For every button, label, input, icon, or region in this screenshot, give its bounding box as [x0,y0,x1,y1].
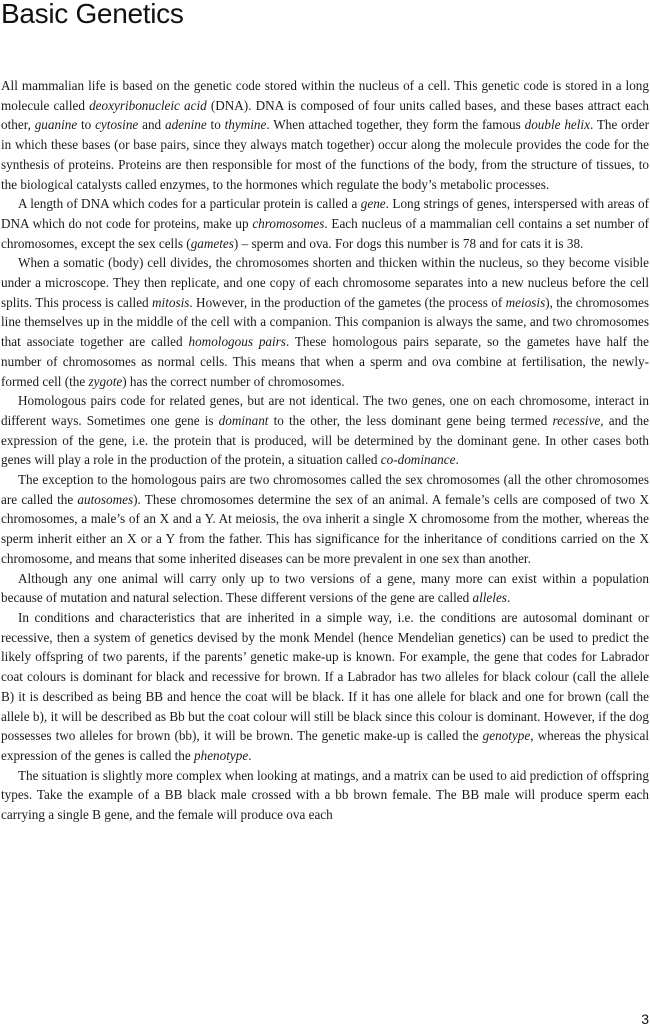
text-run: (DNA). DNA is composed of four units called bases, and these bases attract each other, [1,97,649,133]
text-run: to the other, the less dominant gene being termed [268,412,553,428]
italic-term: mitosis [152,294,190,310]
paragraph [1,766,649,825]
text-run: and [138,117,165,133]
italic-term: deoxyribonucleic acid [89,97,207,113]
text-run: . These homologous pairs separate, so the gametes have half the number of chromosomes as normal cells. This means that when a sperm and ova combine at fertilisation, the newly-formed cell (the [1,334,650,389]
italic-term: phenotype [194,747,249,763]
paragraph [1,194,649,253]
text-run: to [77,117,96,133]
text-run: , whereas the physical expression of the genes is called the [1,728,649,763]
text-run: ). These chromosomes determine the sex of an animal. A female’s cells are composed of two X chromosomes, a male’s of an X and a Y. At meiosis, the ova inherit a single X chromosome from the mother, whereas the sperm inherit either an X or a Y from the father. This has significance for the inheritance of conditions carried on the X chromosome, and means that some inherited diseases can be more prevalent in one sex than another. [1,491,649,566]
text-run: . [455,452,459,468]
paragraph [1,470,649,569]
italic-term: homologous pairs [188,334,286,350]
text-run: . [248,747,252,763]
page-number: 3 [641,1011,649,1027]
italic-term: cytosine [95,117,139,133]
text-run: . However, in the production of the gametes (the process of [189,294,506,310]
italic-term: zygote [88,373,123,389]
italic-term: alleles [472,590,507,606]
text-run: . [506,590,511,606]
text-run: The exception to the homologous pairs are two chromosomes called the sex chromosomes (all the other chromosomes are called the [1,472,649,507]
italic-term: co-dominance [380,452,456,468]
italic-term: chromosomes [252,215,325,231]
text-run: ) has the correct number of chromosomes. [122,373,345,389]
text-run: . When attached together, they form the famous [266,117,525,133]
paragraph [1,608,649,766]
text-run: . The order in which these bases (or base pairs, since they always match together) occur along the molecule provides the code for the synthesis of proteins. Proteins are then responsible for most of the functions of the body, from the structure of tissues, to the biological catalysts called enzymes, to the hormones which regulate the body’s metabolic processes. [1,117,649,192]
italic-term: autosomes [77,491,134,507]
text-run: Homologous pairs code for related genes, but are not identical. The two genes, one on each chromosome, interact in different ways. Sometimes one gene is [1,393,649,428]
text-run: When a somatic (body) cell divides, the chromosomes shorten and thicken within the nucleus, so they become visible under a microscope. They then replicate, and one copy of each chromosome separates into a new nucleus before the cell splits. This process is called [1,255,649,310]
body-text [1,76,649,825]
italic-term: dominant [218,412,269,428]
paragraph [1,253,649,391]
italic-term: adenine [164,117,207,133]
paragraph [1,76,649,194]
text-run: All mammalian life is based on the genetic code stored within the nucleus of a cell. This genetic code is stored in a long molecule called [1,78,649,113]
paragraph [1,391,649,470]
text-run: ), the chromosomes line themselves up in the middle of the cell with a companion. This companion is always the same, and two chromosomes that associate together are called [1,294,649,350]
italic-term: gametes [190,235,234,251]
text-run: A length of DNA which codes for a particular protein is called a [18,196,361,212]
page-title: Basic Genetics [1,0,184,29]
italic-term: thymine [224,117,267,133]
paragraph [1,569,649,608]
italic-term: recessive [552,412,601,428]
text-run: Although any one animal will carry only up to two versions of a gene, many more can exist within a population because of mutation and natural selection. These different versions of the gene are called [1,570,649,606]
text-run: . Each nucleus of a mammalian cell contains a set number of chromosomes, except the sex cells ( [1,215,649,251]
italic-term: guanine [34,117,78,133]
text-run: , and the expression of the gene, i.e. the protein that is produced, will be determined by the dominant gene. In other cases both genes will play a role in the production of the protein, a situation called [1,412,649,468]
italic-term: meiosis [505,294,546,310]
italic-term: gene [360,196,386,212]
text-run: In conditions and characteristics that are inherited in a simple way, i.e. the conditions are autosomal dominant or recessive, then a system of genetics devised by the monk Mendel (hence Mendelian genetics) can be used to predict the likely offspring of two parents, if the parents’ genetic make-up is known. For example, the gene that codes for Labrador coat colours is dominant for black and recessive for brown. If a Labrador has two alleles for black colour (call the allele B) it is described as being BB and hence the coat will be black. If it has one allele for black and one for brown (call the allele b), it will be described as Bb but the coat colour will still be black since this colour is dominant. However, if the dog possesses two alleles for brown (bb), it will be brown. The genetic make-up is called the [1,609,649,744]
text-run: to [206,117,225,133]
italic-term: genotype [482,728,531,744]
italic-term: double helix [524,117,590,133]
text-run: . Long strings of genes, interspersed with areas of DNA which do not code for proteins, make up [1,196,650,231]
text-run: ) – sperm and ova. For dogs this number is 78 and for cats it is 38. [233,235,584,251]
text-run: The situation is slightly more complex when looking at matings, and a matrix can be used to aid prediction of offspring types. Take the example of a BB black male crossed with a bb brown female. The BB male will produce sperm each carrying a single B gene, and the female will produce ova each [1,767,649,823]
